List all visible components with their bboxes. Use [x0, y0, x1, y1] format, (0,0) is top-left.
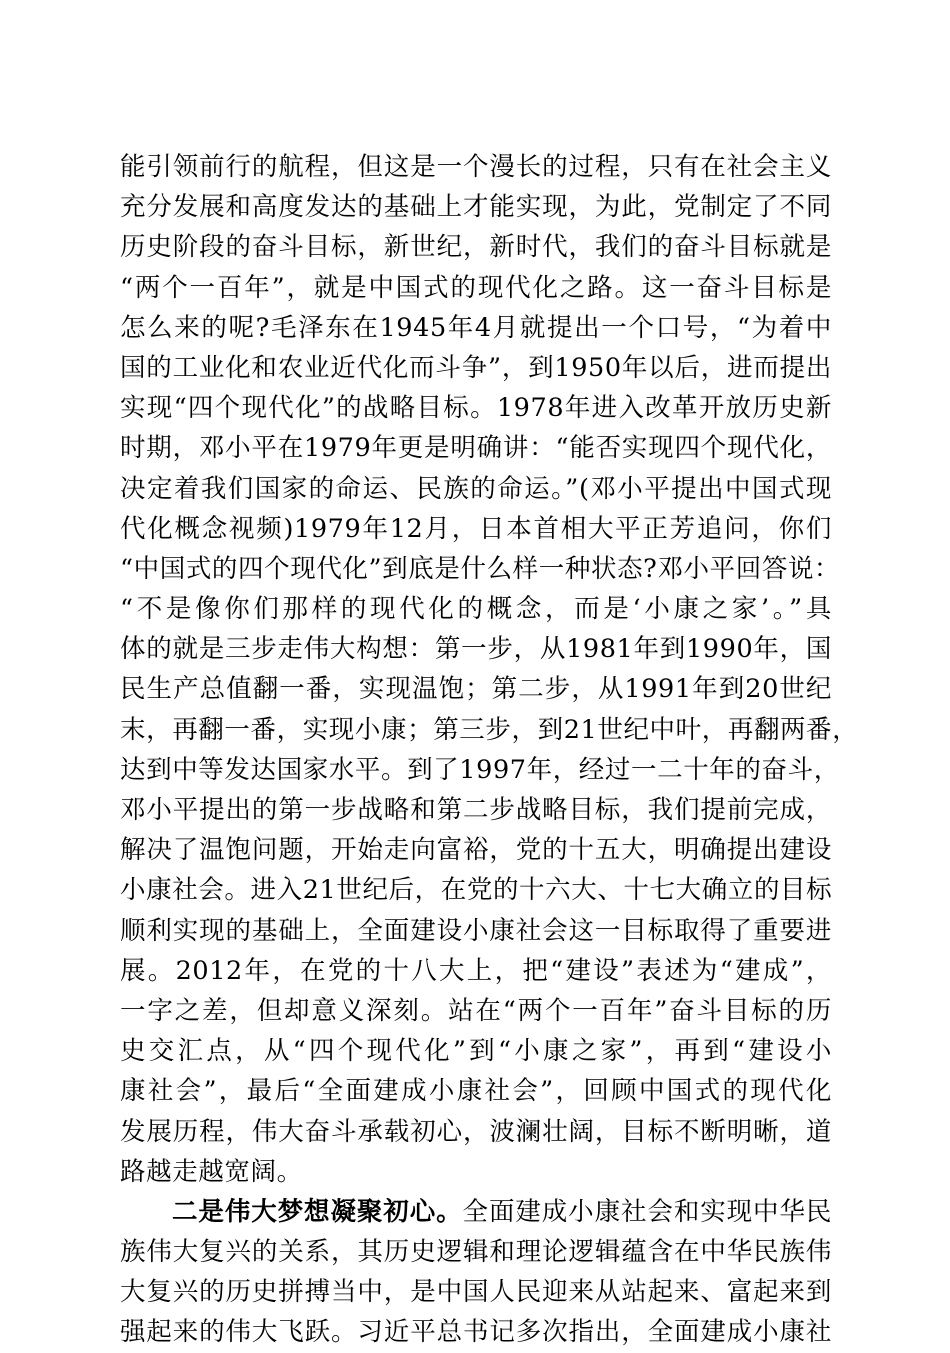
- text-line: 代化概念视频)1979年12月，日本首相大平正芳追问，你们: [120, 513, 832, 544]
- text-line: 族伟大复兴的关系，其历史逻辑和理论逻辑蕴含在中华民族伟: [120, 1237, 832, 1268]
- text-line: 展。2012年，在党的十八大上，把“建设”表述为“建成”，: [120, 955, 832, 986]
- section-heading: 二是伟大梦想凝聚初心。: [172, 1196, 463, 1227]
- text-line: 能引领前行的航程，但这是一个漫长的过程，只有在社会主义: [120, 152, 832, 182]
- text-line: 决定着我们国家的命运、民族的命运。”(邓小平提出中国式现: [120, 473, 832, 504]
- text-line: 大复兴的历史拼搏当中，是中国人民迎来从站起来、富起来到: [120, 1277, 832, 1308]
- document-body: [120, 147, 859, 1353]
- paragraph-2: [120, 1192, 832, 1353]
- text-line: 时期，邓小平在1979年更是明确讲：“能否实现四个现代化，: [120, 433, 832, 464]
- text-line: 实现“四个现代化”的战略目标。1978年进入改革开放历史新: [120, 393, 832, 424]
- text-line: 解决了温饱问题，开始走向富裕，党的十五大，明确提出建设: [120, 835, 832, 866]
- text-line: 充分发展和高度发达的基础上才能实现，为此，党制定了不同: [120, 192, 832, 223]
- text-line: 国的工业化和农业近代化而斗争”，到1950年以后，进而提出: [120, 352, 832, 383]
- text-line: 发展历程，伟大奋斗承载初心，波澜壮阔，目标不断明晰，道: [120, 1116, 832, 1147]
- text-line: “两个一百年”，就是中国式的现代化之路。这一奋斗目标是: [120, 272, 832, 303]
- text-line: “不是像你们那样的现代化的概念，而是‘小康之家’。”具: [120, 594, 832, 625]
- text-line: 一字之差，但却意义深刻。站在“两个一百年”奋斗目标的历: [120, 995, 832, 1026]
- text-line: 史交汇点，从“四个现代化”到“小康之家”，再到“建设小: [120, 1036, 832, 1067]
- text-line: 强起来的伟大飞跃。习近平总书记多次指出，全面建成小康社: [120, 1317, 832, 1348]
- text-line: 邓小平提出的第一步战略和第二步战略目标，我们提前完成，: [120, 795, 832, 825]
- text-line: 康社会”，最后“全面建成小康社会”，回顾中国式的现代化: [120, 1076, 832, 1107]
- text-line: 小康社会。进入21世纪后，在党的十六大、十七大确立的目标: [120, 875, 833, 906]
- text-line: 末，再翻一番，实现小康；第三步，到21世纪中叶，再翻两番，: [120, 714, 859, 745]
- paragraph-2-first-line: [120, 1192, 832, 1232]
- text-run: 全面建成小康社会和实现中华民: [462, 1196, 832, 1227]
- text-line: 民生产总值翻一番，实现温饱；第二步，从1991年到20世纪: [120, 674, 832, 705]
- text-line: 达到中等发达国家水平。到了1997年，经过一二十年的奋斗，: [120, 754, 840, 785]
- text-line: 顺利实现的基础上，全面建设小康社会这一目标取得了重要进: [120, 915, 832, 946]
- text-line: “中国式的四个现代化”到底是什么样一种状态?邓小平回答说：: [120, 553, 841, 584]
- text-line: 历史阶段的奋斗目标，新世纪，新时代，我们的奋斗目标就是: [120, 232, 832, 263]
- text-line: 体的就是三步走伟大构想：第一步，从1981年到1990年，国: [120, 634, 832, 665]
- text-line: 路越走越宽阔。: [120, 1156, 303, 1187]
- text-line: 怎么来的呢?毛泽东在1945年4月就提出一个口号，“为着中: [120, 312, 832, 343]
- paragraph-1: [120, 147, 859, 1192]
